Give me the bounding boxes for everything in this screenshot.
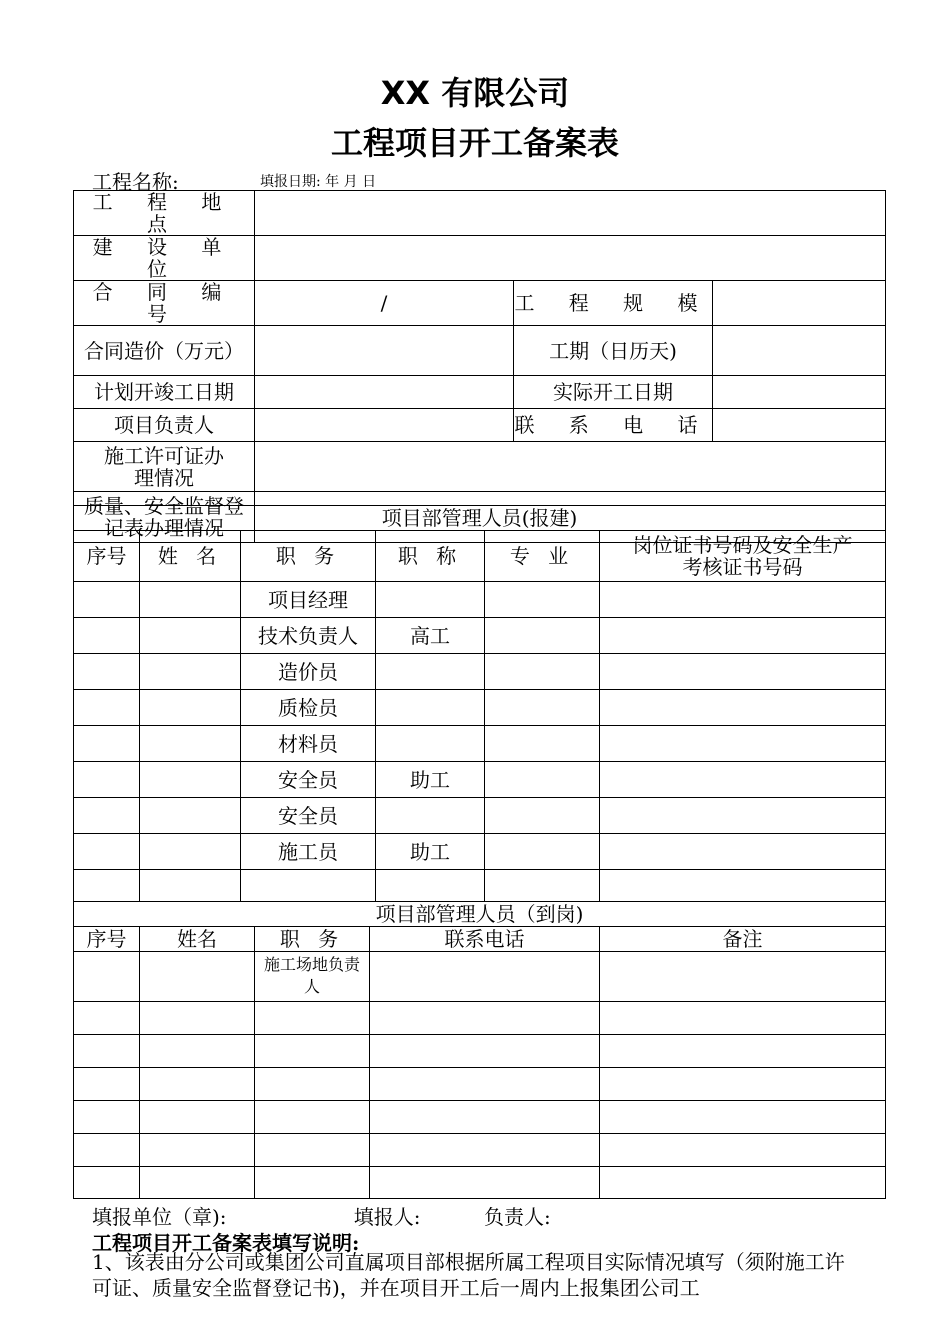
table-row [74, 870, 886, 902]
instructions-text: 1、该表由分公司或集团公司直属项目部根据所属工程项目实际情况填写（须附施工许可证、质量安全监督登记书)，并在项目开工后一周内上报集团公司工 [92, 1250, 845, 1300]
position-cell: 安全员 [241, 798, 376, 834]
title-cell: 助工 [376, 834, 485, 870]
title-cell [376, 654, 485, 690]
table-row [74, 582, 886, 618]
position-cell: 安全员 [241, 762, 376, 798]
position-cell: 材料员 [241, 726, 376, 762]
col-title: 职 称 [376, 531, 485, 582]
contract-no-label: 合 同 编 号 [74, 281, 255, 326]
table-row [74, 1035, 886, 1068]
title-cell [376, 690, 485, 726]
permit-label: 施工许可证办理情况 [74, 442, 255, 492]
col-name: 姓名 [140, 927, 255, 952]
col-certificate: 岗位证书号码及安全生产考核证书号码 [600, 531, 886, 582]
scale-value[interactable] [713, 281, 886, 326]
table-row [74, 1002, 886, 1035]
location-value[interactable] [255, 191, 886, 236]
title-cell [376, 870, 485, 902]
supervision-label: 质量、安全监督登记表办理情况 [74, 492, 255, 543]
position-cell [255, 1101, 370, 1134]
title-cell [376, 798, 485, 834]
position-cell [255, 1167, 370, 1199]
table-row [74, 1134, 886, 1167]
col-index: 序号 [74, 531, 140, 582]
staff-onsite-heading: 项目部管理人员（到岗) [74, 902, 886, 927]
title-cell: 高工 [376, 618, 485, 654]
position-cell [255, 1002, 370, 1035]
staff-reported-table [73, 505, 886, 902]
col-position: 职 务 [255, 927, 370, 952]
col-position: 职 务 [241, 531, 376, 582]
position-cell [255, 1035, 370, 1068]
manager-value[interactable] [255, 409, 514, 442]
col-name: 姓 名 [140, 531, 241, 582]
actual-start-value[interactable] [713, 376, 886, 409]
company-name: XX 有限公司 [380, 74, 570, 112]
staff-reported-heading: 项目部管理人员(报建) [74, 506, 886, 531]
builder-value[interactable] [255, 236, 886, 281]
position-cell [255, 1134, 370, 1167]
plan-dates-value[interactable] [255, 376, 514, 409]
table-row [74, 1068, 886, 1101]
plan-dates-label: 计划开竣工日期 [74, 376, 255, 409]
position-cell: 项目经理 [241, 582, 376, 618]
manager-label: 项目负责人 [74, 409, 255, 442]
table-row [74, 1101, 886, 1134]
table-row [74, 726, 886, 762]
phone-label: 联 系 电 话 [514, 409, 713, 442]
form-title: 工程项目开工备案表 [330, 124, 619, 162]
col-index: 序号 [74, 927, 140, 952]
project-info-table [73, 190, 886, 543]
sign-line: 填报单位（章): 填报人: 负责人: [92, 1205, 551, 1229]
position-cell [241, 870, 376, 902]
table-row [74, 834, 886, 870]
table-row [74, 762, 886, 798]
contract-price-value[interactable] [255, 326, 514, 376]
table-row [74, 798, 886, 834]
position-cell: 质检员 [241, 690, 376, 726]
instructions-title: 工程项目开工备案表填写说明: [92, 1231, 360, 1255]
col-remark: 备注 [600, 927, 886, 952]
table-row [74, 654, 886, 690]
position-cell: 施工员 [241, 834, 376, 870]
title-cell [376, 726, 485, 762]
col-major: 专 业 [485, 531, 600, 582]
report-date-label: 填报日期: 年 月 日 [260, 174, 377, 190]
duration-value[interactable] [713, 326, 886, 376]
title-cell [376, 582, 485, 618]
contract-no-value[interactable]: / [255, 281, 514, 326]
builder-label: 建 设 单 位 [74, 236, 255, 281]
table-row [74, 690, 886, 726]
table-row [74, 1167, 886, 1199]
position-cell: 施工场地负责人 [255, 952, 370, 1002]
phone-value[interactable] [713, 409, 886, 442]
position-cell: 造价员 [241, 654, 376, 690]
project-name-label: 工程名称: [92, 170, 179, 194]
staff-onsite-table [73, 901, 886, 1199]
col-phone: 联系电话 [370, 927, 600, 952]
position-cell [255, 1068, 370, 1101]
actual-start-label: 实际开工日期 [514, 376, 713, 409]
scale-label: 工 程 规 模 [514, 281, 713, 326]
permit-value[interactable] [255, 442, 886, 492]
title-cell: 助工 [376, 762, 485, 798]
table-row [74, 952, 886, 1002]
location-label: 工 程 地 点 [74, 191, 255, 236]
duration-label: 工期（日历天) [514, 326, 713, 376]
position-cell: 技术负责人 [241, 618, 376, 654]
contract-price-label: 合同造价（万元） [74, 326, 255, 376]
table-row [74, 618, 886, 654]
